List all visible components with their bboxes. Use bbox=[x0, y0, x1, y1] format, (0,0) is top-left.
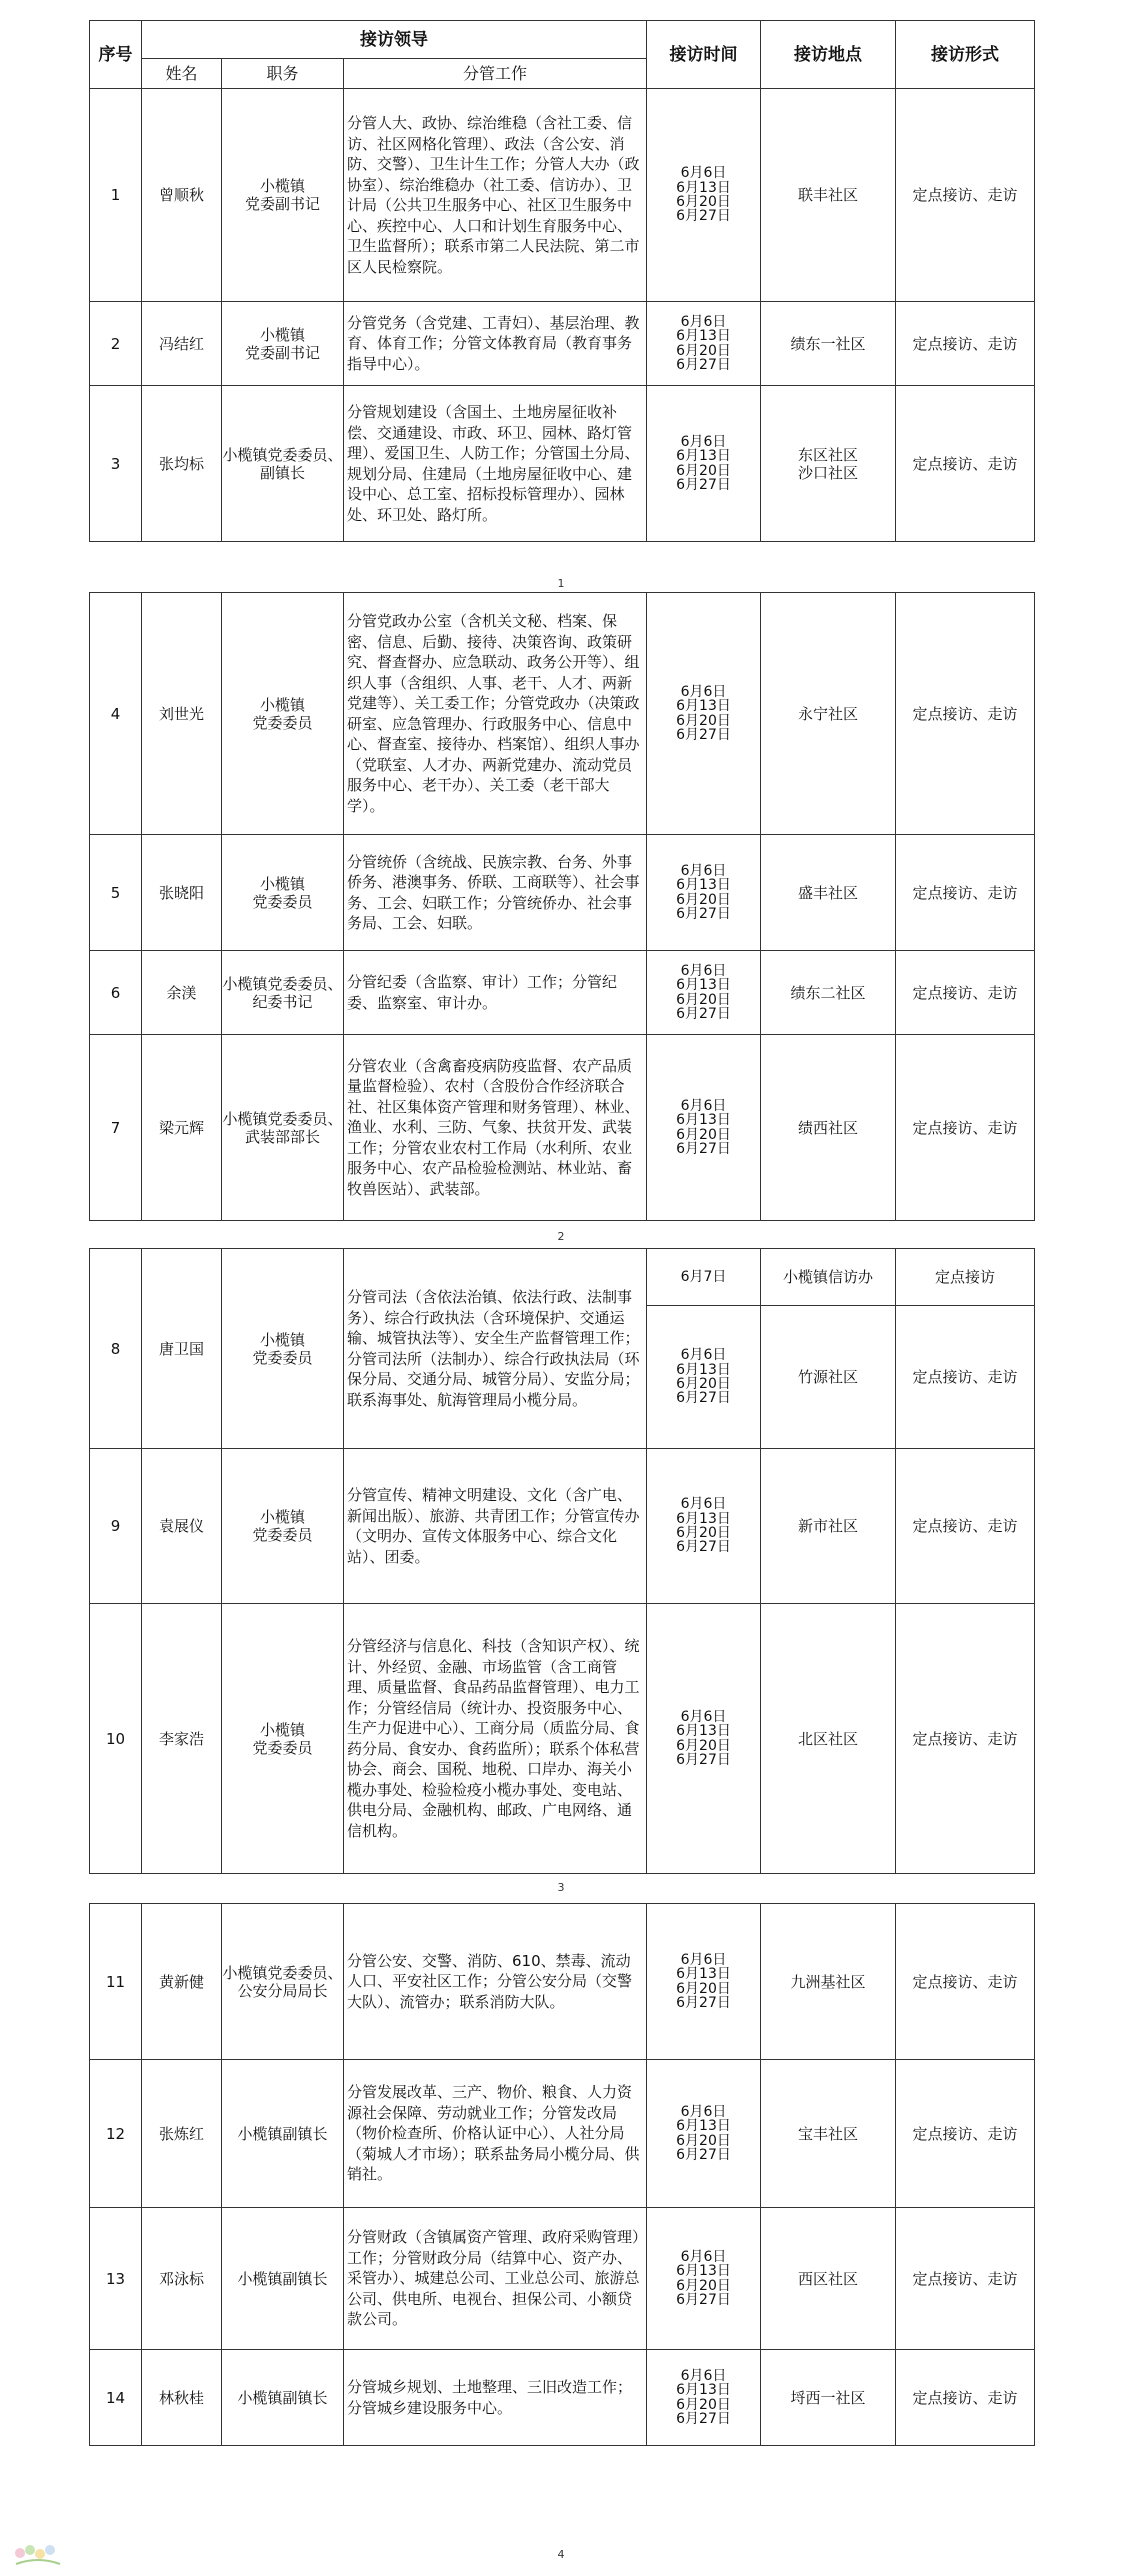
table-row bbox=[90, 302, 1035, 386]
row-form: 定点接访、走访 bbox=[896, 2208, 1035, 2350]
row-extra-form: 定点接访 bbox=[896, 1249, 1035, 1306]
table-row bbox=[90, 593, 1035, 835]
row-name: 唐卫国 bbox=[142, 1249, 222, 1449]
row-no: 12 bbox=[90, 2060, 142, 2208]
header-leader: 接访领导 bbox=[142, 21, 647, 59]
header-place: 接访地点 bbox=[761, 21, 896, 89]
row-form: 定点接访、走访 bbox=[896, 951, 1035, 1035]
row-post: 小榄镇党委委员、副镇长 bbox=[222, 386, 344, 542]
row-post: 小榄镇副镇长 bbox=[222, 2060, 344, 2208]
row-dates: 6月6日 6月13日 6月20日 6月27日 bbox=[647, 1306, 761, 1449]
table-row bbox=[90, 386, 1035, 542]
row-no: 13 bbox=[90, 2208, 142, 2350]
table-page-3 bbox=[89, 1248, 1035, 1874]
row-duty: 分管司法（含依法治镇、依法行政、法制事务）、综合行政执法（含环境保护、交通运输、城管执法等）、安全生产监督管理工作；分管司法所（法制办）、综合行政执法局（环保分局、交通分局、城管分局）、安监分局；联系海事处、航海管理局小榄分局。 bbox=[344, 1249, 647, 1449]
row-name: 张晓阳 bbox=[142, 835, 222, 951]
row-name: 邓泳标 bbox=[142, 2208, 222, 2350]
row-dates: 6月6日 6月13日 6月20日 6月27日 bbox=[647, 2208, 761, 2350]
row-place: 联丰社区 bbox=[761, 89, 896, 302]
row-duty: 分管党政办公室（含机关文秘、档案、保密、信息、后勤、接待、决策咨询、政策研究、督查督办、应急联动、政务公开等）、组织人事（含组织、人事、老干、人才、两新党建等）、关工委工作；分管党政办（决策政研室、应急管理办、行政服务中心、信息中心、督查室、接待办、档案馆）、组织人事办（党联室、人才办、两新党建办、流动党员服务中心、老干办）、关工委（老干部大学）。 bbox=[344, 593, 647, 835]
row-duty: 分管财政（含镇属资产管理、政府采购管理）工作；分管财政分局（结算中心、资产办、采管办）、城建总公司、工业总公司、旅游总公司、供电所、电视台、担保公司、小额贷款公司。 bbox=[344, 2208, 647, 2350]
row-name: 袁展仪 bbox=[142, 1449, 222, 1604]
row-name: 余渼 bbox=[142, 951, 222, 1035]
row-place: 埒西一社区 bbox=[761, 2350, 896, 2446]
header-post: 职务 bbox=[222, 59, 344, 89]
row-dates: 6月6日 6月13日 6月20日 6月27日 bbox=[647, 951, 761, 1035]
row-no: 3 bbox=[90, 386, 142, 542]
row-duty: 分管纪委（含监察、审计）工作；分管纪委、监察室、审计办。 bbox=[344, 951, 647, 1035]
row-place: 盛丰社区 bbox=[761, 835, 896, 951]
row-post: 小榄镇 党委委员 bbox=[222, 835, 344, 951]
row-duty: 分管规划建设（含国土、土地房屋征收补偿、交通建设、市政、环卫、园林、路灯管理）、爱国卫生、人防工作；分管国土分局、规划分局、住建局（土地房屋征收中心、建设中心、总工室、招标投标管理办）、园林处、环卫处、路灯所。 bbox=[344, 386, 647, 542]
row-place: 绩东二社区 bbox=[761, 951, 896, 1035]
row-form: 定点接访、走访 bbox=[896, 2060, 1035, 2208]
row-form: 定点接访、走访 bbox=[896, 302, 1035, 386]
table-row bbox=[90, 1249, 1035, 1306]
row-name: 张均标 bbox=[142, 386, 222, 542]
row-dates: 6月6日 6月13日 6月20日 6月27日 bbox=[647, 302, 761, 386]
row-no: 6 bbox=[90, 951, 142, 1035]
row-duty: 分管农业（含禽畜疫病防疫监督、农产品质量监督检验）、农村（含股份合作经济联合社、社区集体资产管理和财务管理）、林业、渔业、水利、三防、气象、扶贫开发、武装工作；分管农业农村工作局（水利所、农业服务中心、农产品检验检测站、林业站、畜牧兽医站）、武装部。 bbox=[344, 1035, 647, 1221]
page-number: 2 bbox=[557, 1230, 565, 1243]
row-no: 5 bbox=[90, 835, 142, 951]
row-duty: 分管城乡规划、土地整理、三旧改造工作；分管城乡建设服务中心。 bbox=[344, 2350, 647, 2446]
row-form: 定点接访、走访 bbox=[896, 89, 1035, 302]
row-form: 定点接访、走访 bbox=[896, 1035, 1035, 1221]
row-form: 定点接访、走访 bbox=[896, 1604, 1035, 1874]
row-duty: 分管发展改革、三产、物价、粮食、人力资源社会保障、劳动就业工作；分管发改局（物价检查所、价格认证中心）、人社分局（菊城人才市场）；联系盐务局小榄分局、供销社。 bbox=[344, 2060, 647, 2208]
table-row bbox=[90, 2208, 1035, 2350]
row-name: 曾顺秋 bbox=[142, 89, 222, 302]
row-post: 小榄镇 党委委员 bbox=[222, 1604, 344, 1874]
row-dates: 6月6日 6月13日 6月20日 6月27日 bbox=[647, 1035, 761, 1221]
row-no: 1 bbox=[90, 89, 142, 302]
row-duty: 分管统侨（含统战、民族宗教、台务、外事侨务、港澳事务、侨联、工商联等）、社会事务、工会、妇联工作；分管统侨办、社会事务局、工会、妇联。 bbox=[344, 835, 647, 951]
row-place: 北区社区 bbox=[761, 1604, 896, 1874]
row-post: 小榄镇 党委副书记 bbox=[222, 302, 344, 386]
table-row bbox=[90, 951, 1035, 1035]
row-duty: 分管宣传、精神文明建设、文化（含广电、新闻出版）、旅游、共青团工作；分管宣传办（文明办、宣传文体服务中心、综合文化站）、团委。 bbox=[344, 1449, 647, 1604]
row-name: 林秋桂 bbox=[142, 2350, 222, 2446]
row-place: 西区社区 bbox=[761, 2208, 896, 2350]
row-place: 新市社区 bbox=[761, 1449, 896, 1604]
row-no: 9 bbox=[90, 1449, 142, 1604]
row-no: 14 bbox=[90, 2350, 142, 2446]
row-dates: 6月6日 6月13日 6月20日 6月27日 bbox=[647, 89, 761, 302]
table-row bbox=[90, 1604, 1035, 1874]
table-row bbox=[90, 1449, 1035, 1604]
row-post: 小榄镇党委委员、武装部部长 bbox=[222, 1035, 344, 1221]
header-duty: 分管工作 bbox=[344, 59, 647, 89]
header-name: 姓名 bbox=[142, 59, 222, 89]
row-name: 李家浩 bbox=[142, 1604, 222, 1874]
row-post: 小榄镇 党委委员 bbox=[222, 1449, 344, 1604]
table-row bbox=[90, 835, 1035, 951]
row-post: 小榄镇副镇长 bbox=[222, 2350, 344, 2446]
row-extra-place: 小榄镇信访办 bbox=[761, 1249, 896, 1306]
row-name: 张炼红 bbox=[142, 2060, 222, 2208]
row-dates: 6月6日 6月13日 6月20日 6月27日 bbox=[647, 1904, 761, 2060]
row-name: 梁元辉 bbox=[142, 1035, 222, 1221]
row-post: 小榄镇党委委员、纪委书记 bbox=[222, 951, 344, 1035]
row-dates: 6月6日 6月13日 6月20日 6月27日 bbox=[647, 593, 761, 835]
header-time: 接访时间 bbox=[647, 21, 761, 89]
table-row bbox=[90, 2060, 1035, 2208]
row-place: 永宁社区 bbox=[761, 593, 896, 835]
table-row bbox=[90, 1904, 1035, 2060]
row-form: 定点接访、走访 bbox=[896, 386, 1035, 542]
row-no: 2 bbox=[90, 302, 142, 386]
table-page-1 bbox=[89, 20, 1035, 542]
row-post: 小榄镇 党委副书记 bbox=[222, 89, 344, 302]
page-number: 4 bbox=[557, 2548, 565, 2561]
row-place: 东区社区 沙口社区 bbox=[761, 386, 896, 542]
row-name: 刘世光 bbox=[142, 593, 222, 835]
row-form: 定点接访、走访 bbox=[896, 1306, 1035, 1449]
row-dates: 6月6日 6月13日 6月20日 6月27日 bbox=[647, 1449, 761, 1604]
table-page-2 bbox=[89, 592, 1035, 1221]
row-place: 竹源社区 bbox=[761, 1306, 896, 1449]
row-place: 九洲基社区 bbox=[761, 1904, 896, 2060]
row-dates: 6月6日 6月13日 6月20日 6月27日 bbox=[647, 1604, 761, 1874]
row-dates: 6月6日 6月13日 6月20日 6月27日 bbox=[647, 2060, 761, 2208]
flower-watermark-icon bbox=[10, 2538, 66, 2568]
row-place: 绩东一社区 bbox=[761, 302, 896, 386]
row-duty: 分管党务（含党建、工青妇）、基层治理、教育、体育工作；分管文体教育局（教育事务指导中心）。 bbox=[344, 302, 647, 386]
row-post: 小榄镇 党委委员 bbox=[222, 1249, 344, 1449]
row-post: 小榄镇副镇长 bbox=[222, 2208, 344, 2350]
row-duty: 分管公安、交警、消防、610、禁毒、流动人口、平安社区工作；分管公安分局（交警大队）、流管办；联系消防大队。 bbox=[344, 1904, 647, 2060]
row-form: 定点接访、走访 bbox=[896, 835, 1035, 951]
row-duty: 分管经济与信息化、科技（含知识产权）、统计、外经贸、金融、市场监管（含工商管理、质量监督、食品药品监督管理）、电力工作；分管经信局（统计办、投资服务中心、生产力促进中心）、工商分局（质监分局、食药分局、食安办、食药监所）；联系个体私营协会、商会、国税、地税、口岸办、海关小榄办事处、检验检疫小榄办事处、变电站、供电分局、金融机构、邮政、广电网络、通信机构。 bbox=[344, 1604, 647, 1874]
header-seq: 序号 bbox=[90, 21, 142, 89]
row-place: 宝丰社区 bbox=[761, 2060, 896, 2208]
row-form: 定点接访、走访 bbox=[896, 2350, 1035, 2446]
row-post: 小榄镇 党委委员 bbox=[222, 593, 344, 835]
table-row bbox=[90, 1035, 1035, 1221]
row-form: 定点接访、走访 bbox=[896, 1904, 1035, 2060]
row-no: 11 bbox=[90, 1904, 142, 2060]
table-page-4 bbox=[89, 1903, 1035, 2446]
row-dates: 6月6日 6月13日 6月20日 6月27日 bbox=[647, 835, 761, 951]
row-form: 定点接访、走访 bbox=[896, 1449, 1035, 1604]
row-place: 绩西社区 bbox=[761, 1035, 896, 1221]
row-extra-dates: 6月7日 bbox=[647, 1249, 761, 1306]
row-no: 10 bbox=[90, 1604, 142, 1874]
row-duty: 分管人大、政协、综治维稳（含社工委、信访、社区网格化管理）、政法（含公安、消防、交警）、卫生计生工作；分管人大办（政协室）、综治维稳办（社工委、信访办）、卫计局（公共卫生服务中心、社区卫生服务中心、疾控中心、人口和计划生育服务中心、卫生监督所）；联系市第二人民法院、第二市区人民检察院。 bbox=[344, 89, 647, 302]
row-no: 7 bbox=[90, 1035, 142, 1221]
page-number: 3 bbox=[557, 1881, 565, 1894]
row-name: 黄新健 bbox=[142, 1904, 222, 2060]
header-form: 接访形式 bbox=[896, 21, 1035, 89]
row-post: 小榄镇党委委员、公安分局局长 bbox=[222, 1904, 344, 2060]
row-no: 4 bbox=[90, 593, 142, 835]
row-name: 冯结红 bbox=[142, 302, 222, 386]
row-no: 8 bbox=[90, 1249, 142, 1449]
row-dates: 6月6日 6月13日 6月20日 6月27日 bbox=[647, 386, 761, 542]
row-dates: 6月6日 6月13日 6月20日 6月27日 bbox=[647, 2350, 761, 2446]
row-form: 定点接访、走访 bbox=[896, 593, 1035, 835]
table-row bbox=[90, 2350, 1035, 2446]
page-number: 1 bbox=[557, 577, 565, 590]
table-row bbox=[90, 89, 1035, 302]
